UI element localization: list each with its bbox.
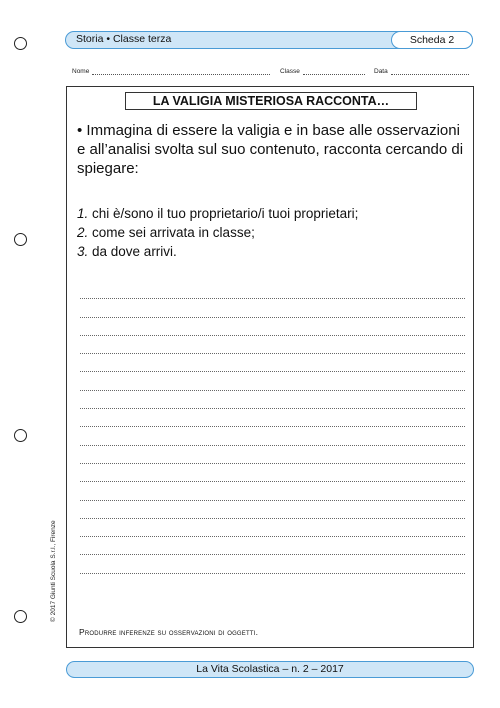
writing-line[interactable] <box>80 519 465 537</box>
date-label: Data <box>374 68 388 75</box>
writing-line[interactable] <box>80 409 465 427</box>
header-bar <box>65 31 473 49</box>
writing-line[interactable] <box>80 482 465 500</box>
footer-bar: La Vita Scolastica – n. 2 – 2017 <box>66 661 474 678</box>
writing-line[interactable] <box>80 354 465 372</box>
writing-line[interactable] <box>80 446 465 464</box>
writing-line[interactable] <box>80 464 465 482</box>
name-field[interactable] <box>72 68 270 75</box>
writing-line[interactable] <box>80 555 465 573</box>
writing-line[interactable] <box>80 372 465 390</box>
writing-line[interactable] <box>80 427 465 445</box>
binder-hole-1 <box>14 37 27 50</box>
class-field[interactable] <box>280 68 365 75</box>
writing-line[interactable] <box>80 281 465 299</box>
writing-line[interactable] <box>80 318 465 336</box>
question-item: 2. come sei arrivata in classe; <box>77 225 255 240</box>
writing-area[interactable] <box>80 281 465 574</box>
worksheet-box <box>66 86 474 648</box>
writing-line[interactable] <box>80 537 465 555</box>
question-list <box>77 204 467 261</box>
subject-label: Storia • Classe terza <box>76 33 172 45</box>
worksheet-title: LA VALIGIA MISTERIOSA RACCONTA… <box>125 92 417 110</box>
writing-line[interactable] <box>80 299 465 317</box>
writing-line[interactable] <box>80 336 465 354</box>
name-label: Nome <box>72 68 90 75</box>
instruction-text: • Immagina di essere la valigia e in base alle osservazioni e all’analisi svolta sul suo contenuto, racconta cercando di spiegare: <box>77 122 464 177</box>
student-fields <box>72 68 472 80</box>
class-label: Classe <box>280 68 300 75</box>
binder-hole-3 <box>14 429 27 442</box>
copyright-notice: © 2017 Giunti Scuola S.r.l., Firenze <box>50 520 57 622</box>
question-item: 1. chi è/sono il tuo proprietario/i tuoi proprietari; <box>77 206 359 221</box>
binder-hole-4 <box>14 610 27 623</box>
writing-line[interactable] <box>80 391 465 409</box>
learning-objective: Produrre inferenze su osservazioni di oggetti. <box>79 627 259 637</box>
sheet-label: Scheda 2 <box>391 31 473 49</box>
question-item: 3. da dove arrivi. <box>77 244 177 259</box>
binder-hole-2 <box>14 233 27 246</box>
writing-line[interactable] <box>80 501 465 519</box>
date-field[interactable] <box>374 68 469 75</box>
